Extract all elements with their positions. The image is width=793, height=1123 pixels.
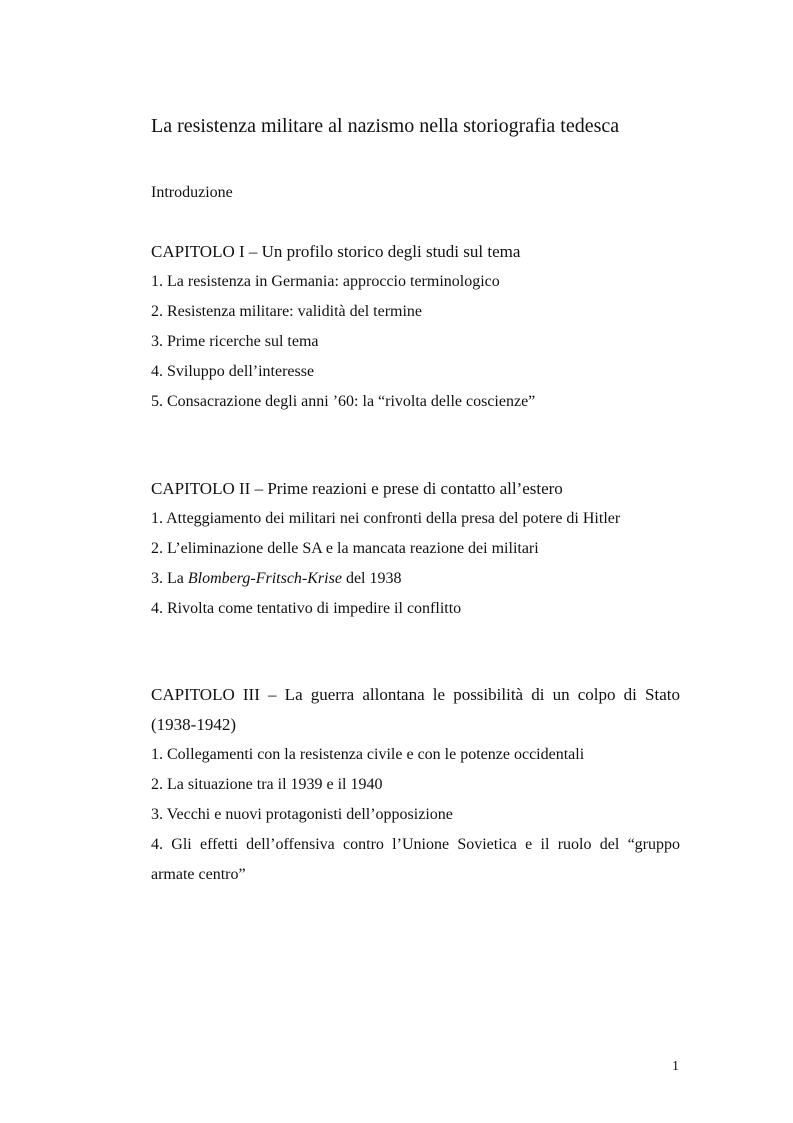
chapter-3-items xyxy=(151,740,680,890)
chapter-3-item-4: 4. Gli effetti dell’offensiva contro l’Unione Sovietica e il ruolo del “gruppo armate centro” xyxy=(151,836,680,883)
chapter-3 xyxy=(151,680,680,890)
chapter-2-item-4: 4. Rivolta come tentativo di impedire il conflitto xyxy=(151,600,462,617)
introduction-heading: Introduzione xyxy=(151,184,233,201)
chapter-2-items xyxy=(151,504,680,624)
chapter-1-item-5: 5. Consacrazione degli anni ’60: la “rivolta delle coscienze” xyxy=(151,393,536,410)
document-title: La resistenza militare al nazismo nella storiografia tedesca xyxy=(151,115,620,137)
chapter-2-item-3-suffix: del 1938 xyxy=(341,570,402,587)
chapter-3-item-3: 3. Vecchi e nuovi protagonisti dell’opposizione xyxy=(151,806,453,823)
chapter-1-item-1: 1. La resistenza in Germania: approccio terminologico xyxy=(151,273,500,290)
chapter-2-heading: CAPITOLO II – Prime reazioni e prese di contatto all’estero xyxy=(151,479,563,498)
chapter-1-heading: CAPITOLO I – Un profilo storico degli studi sul tema xyxy=(151,242,521,261)
chapter-2-item-2: 2. L’eliminazione delle SA e la mancata reazione dei militari xyxy=(151,540,539,557)
chapter-3-item-2: 2. La situazione tra il 1939 e il 1940 xyxy=(151,776,383,793)
chapter-2-item-3-prefix: 3. La xyxy=(151,570,188,587)
page-number: 1 xyxy=(672,1059,679,1074)
chapter-2-item-3-italic: Blomberg-Fritsch-Krise xyxy=(187,570,342,587)
chapter-1-items xyxy=(151,267,680,417)
chapter-2-item-3 xyxy=(151,564,680,594)
chapter-2 xyxy=(151,474,680,624)
chapter-1-item-3: 3. Prime ricerche sul tema xyxy=(151,333,319,350)
chapter-2-item-1: 1. Atteggiamento dei militari nei confronti della presa del potere di Hitler xyxy=(151,510,621,527)
chapter-1-item-4: 4. Sviluppo dell’interesse xyxy=(151,363,315,380)
chapter-3-heading: CAPITOLO III – La guerra allontana le possibilità di un colpo di Stato (1938-1942) xyxy=(151,685,680,734)
chapter-1-item-2: 2. Resistenza militare: validità del termine xyxy=(151,303,423,320)
chapter-1 xyxy=(151,237,680,417)
chapter-3-item-1: 1. Collegamenti con la resistenza civile e con le potenze occidentali xyxy=(151,746,585,763)
